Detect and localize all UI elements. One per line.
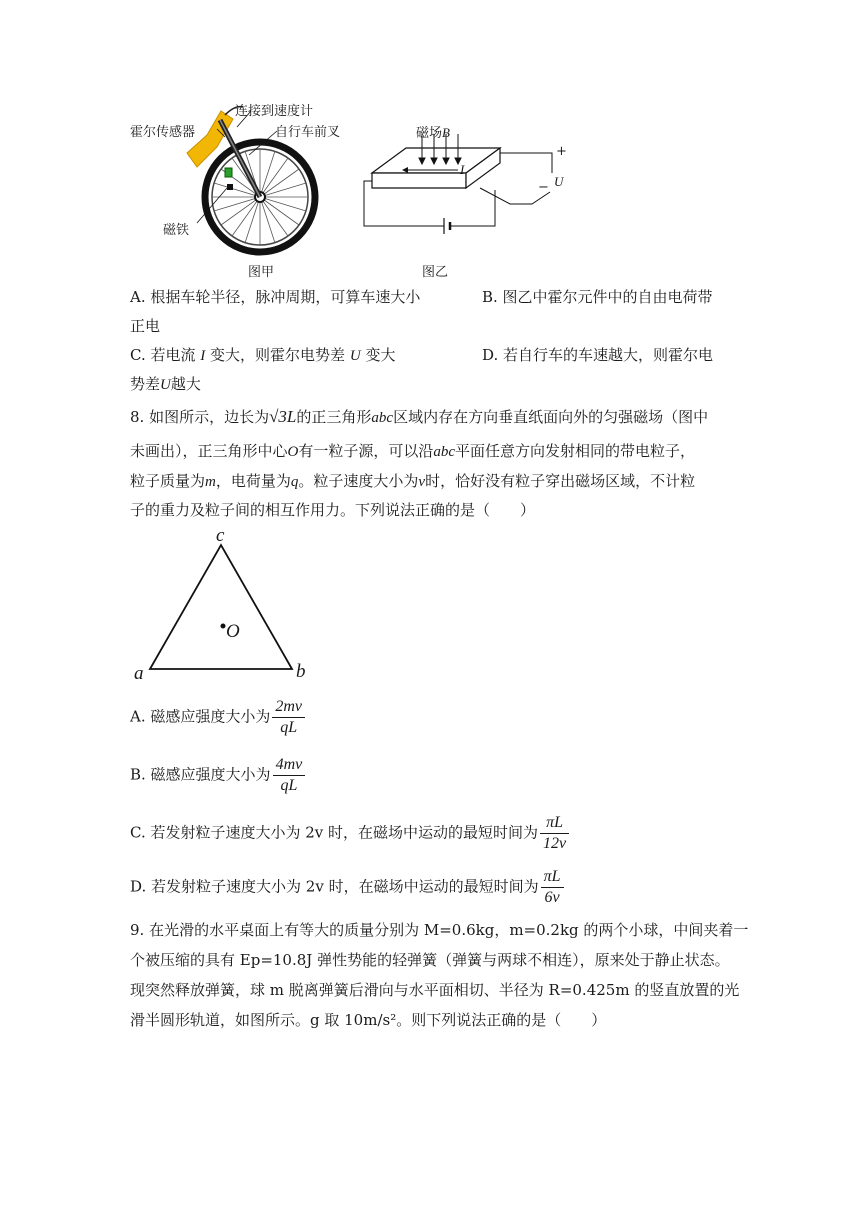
bicycle-wheel-diagram <box>125 95 360 260</box>
vertex-a: a <box>134 663 144 684</box>
q8-line-1: 8. 如图所示，边长为√3L的正三角形abc区域内存在方向垂直纸面向外的匀强磁场（图中 <box>130 407 709 426</box>
label-plus: + <box>556 144 567 159</box>
center-o: O <box>226 621 240 642</box>
q8-line-3: 粒子质量为m，电荷量为q。粒子速度大小为v时，恰好没有粒子穿出磁场区域，不计粒 <box>130 472 696 490</box>
triangle-diagram <box>130 527 320 687</box>
q7-option-d-wrap: 势差U越大 <box>130 375 201 393</box>
q9-line-2: 个被压缩的具有 Ep=10.8J 弹性势能的轻弹簧（弹簧与两球不相连），原来处于静止状态。 <box>130 951 730 969</box>
q7-option-b: B. 图乙中霍尔元件中的自由电荷带 <box>482 288 713 306</box>
vertex-c: c <box>216 525 225 546</box>
q8-option-b: B. 磁感应强度大小为 $\frac{4mv}{qL}$ <box>130 755 305 796</box>
label-hall-sensor: 霍尔传感器 <box>130 125 196 140</box>
label-current: I <box>460 162 465 177</box>
figure-bicycle <box>125 95 360 280</box>
q9-line-3: 现突然释放弹簧，球 m 脱离弹簧后滑向与水平面相切、半径为 R=0.425m 的竖直放置的光 <box>130 981 740 999</box>
figure-hall-circuit <box>360 118 590 280</box>
label-minus: − <box>538 180 549 195</box>
label-field: 磁场B <box>416 125 450 141</box>
q8-option-d: D. 若发射粒子速度大小为 2v 时，在磁场中运动的最短时间为 $\frac{\pi L}{6v}$ <box>130 867 564 908</box>
q8-line-4: 子的重力及粒子间的相互作用力。下列说法正确的是（ ） <box>130 501 536 519</box>
caption-figure-2: 图乙 <box>422 265 449 280</box>
q9-line-1: 9. 在光滑的水平桌面上有等大的质量分别为 M=0.6kg，m=0.2kg 的两个小球，中间夹着一 <box>130 921 749 939</box>
q7-option-a-wrap: 正电 <box>130 317 161 335</box>
caption-figure-1: 图甲 <box>248 265 275 280</box>
q7-option-d: D. 若自行车的车速越大，则霍尔电 <box>482 346 714 364</box>
q8-line-2: 未画出），正三角形中心O有一粒子源，可以沿abc平面任意方向发射相同的带电粒子， <box>130 442 696 460</box>
figure-triangle <box>130 527 320 687</box>
q8-option-a: A. 磁感应强度大小为 $\frac{2mv}{qL}$ <box>130 697 305 738</box>
label-speedometer: 连接到速度计 <box>235 104 314 119</box>
label-front-fork: 自行车前叉 <box>275 125 341 140</box>
q8-option-c: C. 若发射粒子速度大小为 2v 时，在磁场中运动的最短时间为 $\frac{\pi L}{12v}$ <box>130 813 569 854</box>
q7-option-c: C. 若电流 I 变大，则霍尔电势差 U 变大 <box>130 346 396 364</box>
label-voltage: U <box>554 174 564 189</box>
vertex-b: b <box>296 661 306 682</box>
label-magnet: 磁铁 <box>163 223 190 238</box>
q9-line-4: 滑半圆形轨道，如图所示。g 取 10m/s²。则下列说法正确的是（ ） <box>130 1011 607 1029</box>
q7-option-a: A. 根据车轮半径，脉冲周期，可算车速大小 <box>130 288 421 306</box>
